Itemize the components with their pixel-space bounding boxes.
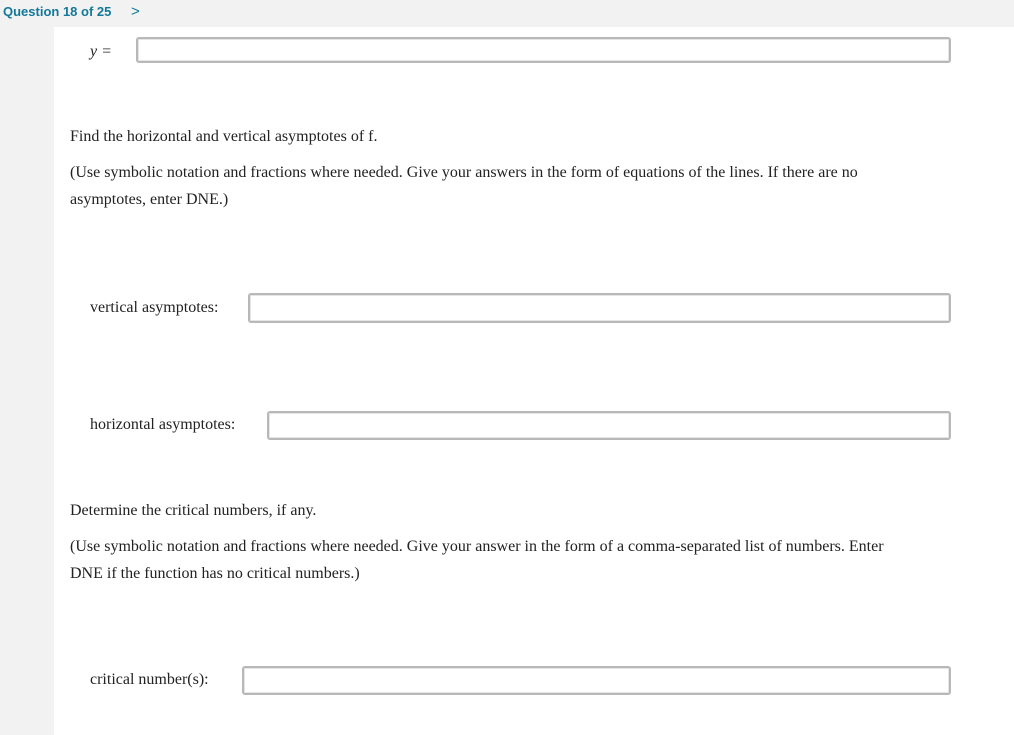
critical-prompt: Determine the critical numbers, if any. bbox=[70, 502, 317, 519]
next-question-icon[interactable]: > bbox=[131, 3, 140, 20]
critical-instructions-2: DNE if the function has no critical numbers.) bbox=[70, 565, 360, 582]
horizontal-asymptotes-input[interactable] bbox=[267, 411, 951, 440]
y-label: y = bbox=[90, 43, 112, 60]
horizontal-asymptotes-label: horizontal asymptotes: bbox=[90, 416, 236, 433]
asymptotes-prompt: Find the horizontal and vertical asymptotes of f. bbox=[70, 128, 378, 145]
critical-instructions-1: (Use symbolic notation and fractions where needed. Give your answer in the form of a comma-separated list of numbers. Enter bbox=[70, 538, 884, 555]
y-input[interactable] bbox=[136, 37, 951, 63]
critical-numbers-input[interactable] bbox=[242, 666, 951, 695]
question-nav-bar bbox=[0, 0, 1014, 27]
critical-numbers-label: critical number(s): bbox=[90, 671, 209, 688]
vertical-asymptotes-label: vertical asymptotes: bbox=[90, 299, 219, 316]
vertical-asymptotes-input[interactable] bbox=[248, 293, 951, 323]
question-counter[interactable]: Question 18 of 25 bbox=[3, 4, 112, 19]
asymptotes-instructions-1: (Use symbolic notation and fractions where needed. Give your answers in the form of equations of the lines. If there are no bbox=[70, 164, 858, 181]
asymptotes-instructions-2: asymptotes, enter DNE.) bbox=[70, 191, 229, 208]
